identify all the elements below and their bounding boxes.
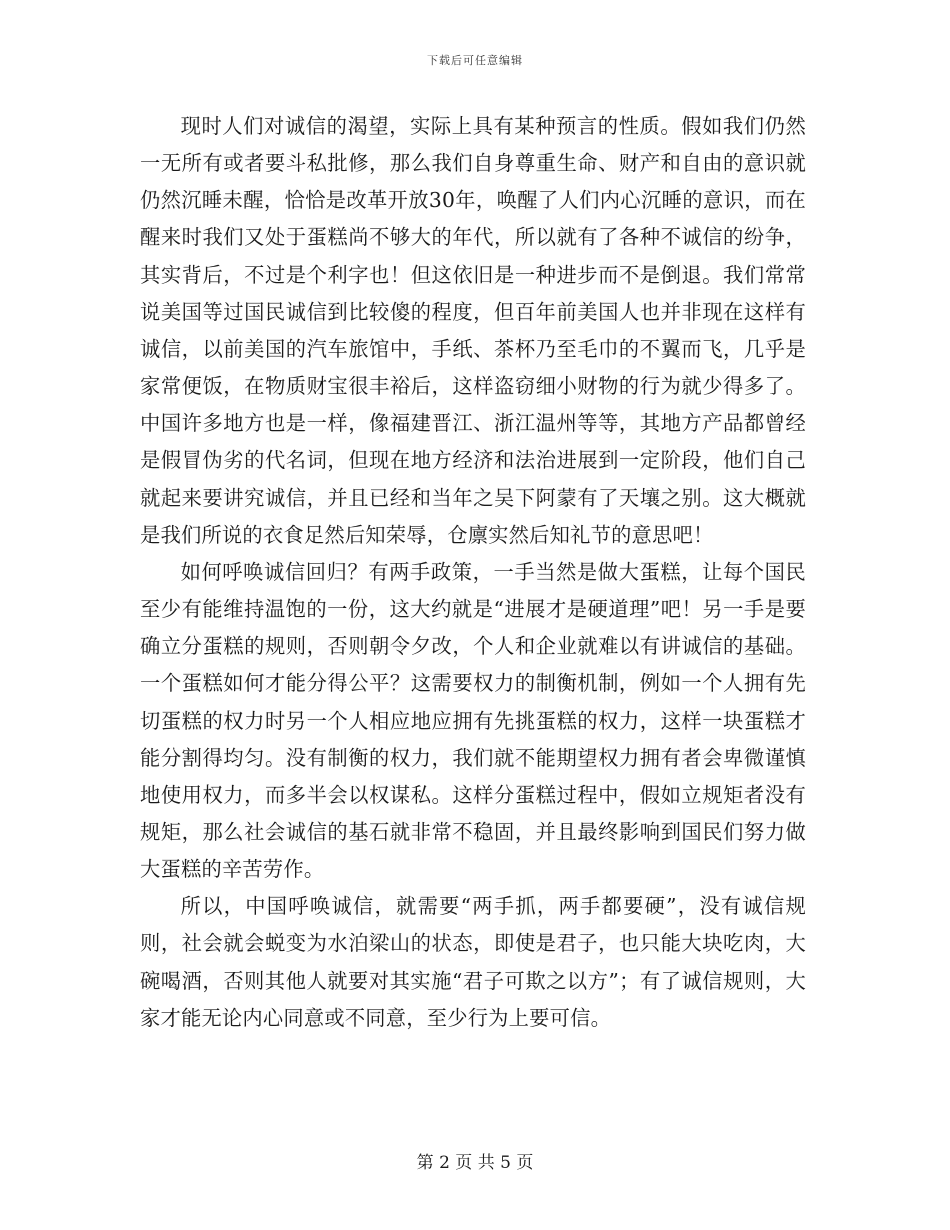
document-body bbox=[140, 108, 806, 1037]
paragraph: 现时人们对诚信的渴望，实际上具有某种预言的性质。假如我们仍然一无所有或者要斗私批修，那么我们自身尊重生命、财产和自由的意识就仍然沉睡未醒，恰恰是改革开放30年，唤醒了人们内心沉睡的意识，而在醒来时我们又处于蛋糕尚不够大的年代，所以就有了各种不诚信的纷争，其实背后，不过是个利字也！但这依旧是一种进步而不是倒退。我们常常说美国等过国民诚信到比较傻的程度，但百年前美国人也并非现在这样有诚信，以前美国的汽车旅馆中，手纸、茶杯乃至毛巾的不翼而飞，几乎是家常便饭，在物质财宝很丰裕后，这样盗窃细小财物的行为就少得多了。中国许多地方也是一样，像福建晋江、浙江温州等等，其地方产品都曾经是假冒伪劣的代名词，但现在地方经济和法治进展到一定阶段，他们自己就起来要讲究诚信，并且已经和当年之吴下阿蒙有了天壤之别。这大概就是我们所说的衣食足然后知荣辱，仓廪实然后知礼节的意思吧！ bbox=[140, 114, 806, 547]
page-footer: 第 2 页 共 5 页 bbox=[416, 1153, 534, 1173]
paragraph: 如何呼唤诚信回归？有两手政策，一手当然是做大蛋糕，让每个国民至少有能维持温饱的一份，这大约就是“进展才是硬道理”吧！另一手是要确立分蛋糕的规则，否则朝令夕改，个人和企业就难以有讲诚信的基础。一个蛋糕如何才能分得公平？这需要权力的制衡机制，例如一个人拥有先切蛋糕的权力时另一个人相应地应拥有先挑蛋糕的权力，这样一块蛋糕才能分割得均匀。没有制衡的权力，我们就不能期望权力拥有者会卑微谨慎地使用权力，而多半会以权谋私。这样分蛋糕过程中，假如立规矩者没有规矩，那么社会诚信的基石就非常不稳固，并且最终影响到国民们努力做大蛋糕的辛苦劳作。 bbox=[140, 559, 806, 882]
page-header: 下载后可任意编辑 bbox=[427, 54, 523, 67]
paragraph: 所以，中国呼唤诚信，就需要“两手抓，两手都要硬”，没有诚信规则，社会就会蜕变为水泊梁山的状态，即使是君子，也只能大块吃肉，大碗喝酒，否则其他人就要对其实施“君子可欺之以方”；有了诚信规则，大家才能无论内心同意或不同意，至少行为上要可信。 bbox=[140, 894, 806, 1030]
